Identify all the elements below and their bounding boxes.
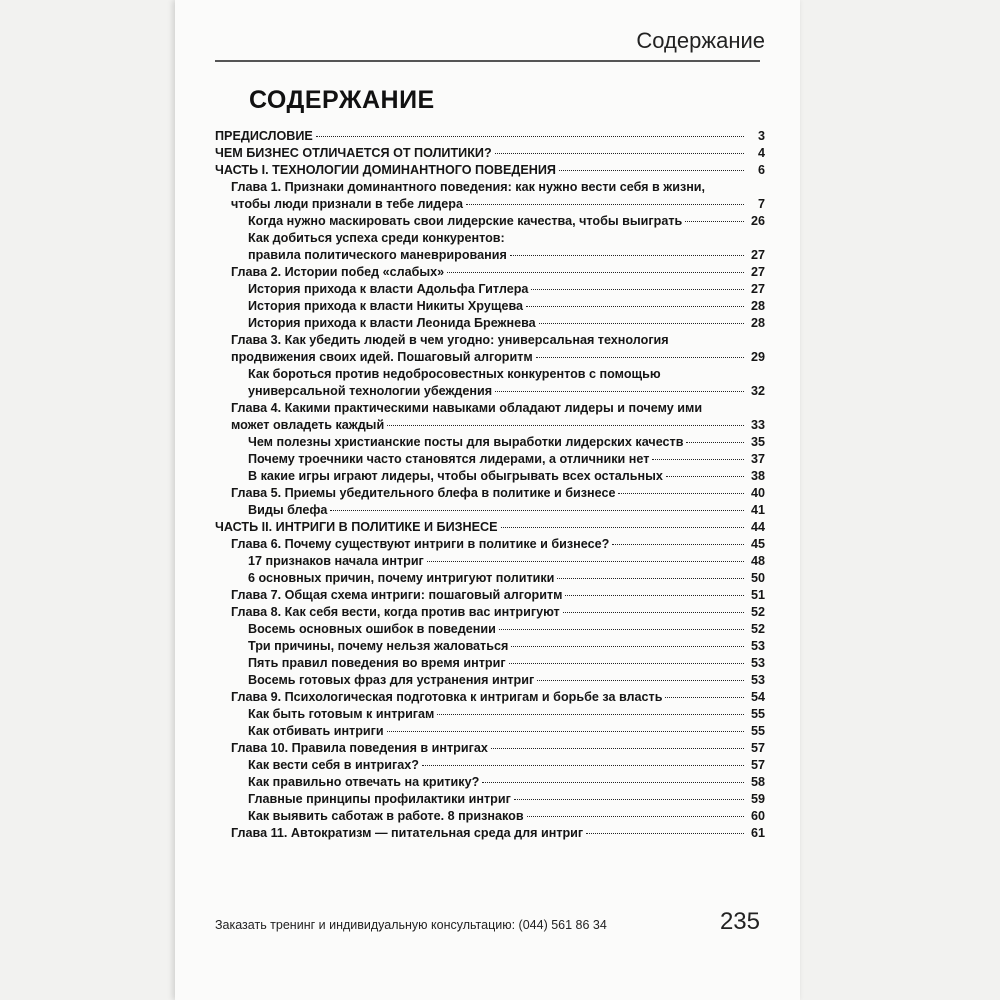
toc-entry bbox=[215, 434, 765, 451]
toc-entry bbox=[215, 825, 765, 842]
toc-entry bbox=[215, 332, 765, 366]
toc-entry-title: Глава 2. Истории побед «слабых» bbox=[231, 265, 445, 279]
toc-entry bbox=[215, 655, 765, 672]
toc-entry bbox=[215, 162, 765, 179]
toc-entry-title: может овладеть каждый bbox=[231, 418, 385, 432]
toc-entry-page: 44 bbox=[750, 520, 765, 534]
toc-title: СОДЕРЖАНИЕ bbox=[249, 86, 435, 114]
dot-leader bbox=[499, 629, 744, 630]
toc-entry bbox=[215, 400, 765, 434]
toc-entry-title: правила политического маневрирования bbox=[248, 248, 507, 262]
toc-entry-page: 55 bbox=[750, 707, 765, 721]
toc-entry bbox=[215, 621, 765, 638]
toc-entry-title: Как добиться успеха среди конкурентов: bbox=[248, 231, 505, 245]
dot-leader bbox=[422, 765, 744, 766]
toc-entry-title: Как быть готовым к интригам bbox=[248, 707, 435, 721]
toc-entry-title: Виды блефа bbox=[248, 503, 328, 517]
dot-leader bbox=[586, 833, 744, 834]
toc-entry-title: Когда нужно маскировать свои лидерские качества, чтобы выиграть bbox=[248, 214, 683, 228]
dot-leader bbox=[527, 816, 744, 817]
toc-entry-page: 61 bbox=[750, 826, 765, 840]
toc-entry-title: Как бороться против недобросовестных конкурентов с помощью bbox=[248, 367, 661, 381]
dot-leader bbox=[536, 357, 744, 358]
toc-entry bbox=[215, 723, 765, 740]
dot-leader bbox=[316, 136, 744, 137]
toc-entry bbox=[215, 553, 765, 570]
dot-leader bbox=[387, 731, 744, 732]
toc-entry bbox=[215, 281, 765, 298]
dot-leader bbox=[531, 289, 744, 290]
toc-entry-page: 58 bbox=[750, 775, 765, 789]
toc-entry-title: Три причины, почему нельзя жаловаться bbox=[248, 639, 509, 653]
dot-leader bbox=[559, 170, 744, 171]
dot-leader bbox=[612, 544, 744, 545]
toc-entry-title: Глава 10. Правила поведения в интригах bbox=[231, 741, 488, 755]
toc-entry-page: 33 bbox=[750, 418, 765, 432]
toc-entry bbox=[215, 366, 765, 400]
dot-leader bbox=[510, 255, 744, 256]
toc-entry-title: Восемь основных ошибок в поведении bbox=[248, 622, 496, 636]
dot-leader bbox=[537, 680, 744, 681]
toc-entry-title: чтобы люди признали в тебе лидера bbox=[231, 197, 463, 211]
toc-entry bbox=[215, 213, 765, 230]
dot-leader bbox=[514, 799, 744, 800]
page-number: 235 bbox=[719, 908, 760, 935]
toc-entry bbox=[215, 179, 765, 213]
dot-leader bbox=[466, 204, 744, 205]
toc-entry-page: 48 bbox=[750, 554, 765, 568]
toc-entry-page: 27 bbox=[750, 248, 765, 262]
dot-leader bbox=[666, 476, 744, 477]
toc-entry bbox=[215, 791, 765, 808]
toc-entry-page: 28 bbox=[750, 316, 765, 330]
dot-leader bbox=[686, 442, 744, 443]
toc-entry-title: Глава 4. Какими практическими навыками обладают лидеры и почему ими bbox=[231, 401, 703, 415]
toc-entry bbox=[215, 638, 765, 655]
dot-leader bbox=[652, 459, 744, 460]
toc-entry bbox=[215, 740, 765, 757]
dot-leader bbox=[491, 748, 744, 749]
toc-entry-title: История прихода к власти Адольфа Гитлера bbox=[248, 282, 529, 296]
book-page bbox=[175, 0, 800, 1000]
toc-entry-page: 26 bbox=[750, 214, 765, 228]
toc-entry-title: Главные принципы профилактики интриг bbox=[248, 792, 511, 806]
toc-entry-page: 54 bbox=[750, 690, 765, 704]
toc-entry-page: 37 bbox=[750, 452, 765, 466]
toc-entry bbox=[215, 587, 765, 604]
toc-entry-title: 6 основных причин, почему интригуют политики bbox=[248, 571, 555, 585]
toc-entry-page: 7 bbox=[757, 197, 765, 211]
toc-entry-page: 53 bbox=[750, 673, 765, 687]
toc-entry-page: 59 bbox=[750, 792, 765, 806]
header-divider bbox=[215, 60, 760, 62]
toc-entry bbox=[215, 145, 765, 162]
dot-leader bbox=[526, 306, 744, 307]
toc-entry bbox=[215, 757, 765, 774]
toc-entry-page: 45 bbox=[750, 537, 765, 551]
dot-leader bbox=[557, 578, 744, 579]
table-of-contents bbox=[215, 128, 765, 842]
toc-entry-title: продвижения своих идей. Пошаговый алгоритм bbox=[231, 350, 533, 364]
dot-leader bbox=[495, 153, 744, 154]
toc-entry-page: 52 bbox=[750, 622, 765, 636]
toc-entry-title: Как вести себя в интригах? bbox=[248, 758, 419, 772]
toc-entry-title: ЧЕМ БИЗНЕС ОТЛИЧАЕТСЯ ОТ ПОЛИТИКИ? bbox=[215, 146, 492, 160]
dot-leader bbox=[437, 714, 744, 715]
toc-entry bbox=[215, 519, 765, 536]
toc-entry-page: 27 bbox=[750, 282, 765, 296]
toc-entry-title: Глава 6. Почему существуют интриги в политике и бизнесе? bbox=[231, 537, 610, 551]
footer-contact: Заказать тренинг и индивидуальную консультацию: (044) 561 86 34 bbox=[215, 918, 607, 932]
toc-entry-page: 55 bbox=[750, 724, 765, 738]
dot-leader bbox=[330, 510, 744, 511]
toc-entry-title: Глава 5. Приемы убедительного блефа в политике и бизнесе bbox=[231, 486, 616, 500]
toc-entry-title: Как отбивать интриги bbox=[248, 724, 384, 738]
toc-entry bbox=[215, 315, 765, 332]
toc-entry bbox=[215, 536, 765, 553]
toc-entry-title: Глава 1. Признаки доминантного поведения: как нужно вести себя в жизни, bbox=[231, 180, 706, 194]
dot-leader bbox=[511, 646, 744, 647]
toc-entry-title: универсальной технологии убеждения bbox=[248, 384, 493, 398]
toc-entry bbox=[215, 672, 765, 689]
toc-entry-title: ЧАСТЬ I. ТЕХНОЛОГИИ ДОМИНАНТНОГО ПОВЕДЕНИЯ bbox=[215, 163, 556, 177]
toc-entry-title: Пять правил поведения во время интриг bbox=[248, 656, 506, 670]
toc-entry-title: ПРЕДИСЛОВИЕ bbox=[215, 129, 313, 143]
toc-entry bbox=[215, 485, 765, 502]
toc-entry-title: Глава 3. Как убедить людей в чем угодно: универсальная технология bbox=[231, 333, 669, 347]
dot-leader bbox=[618, 493, 744, 494]
toc-entry bbox=[215, 298, 765, 315]
dot-leader bbox=[427, 561, 744, 562]
toc-entry-page: 53 bbox=[750, 639, 765, 653]
toc-entry-page: 32 bbox=[750, 384, 765, 398]
toc-entry-title: История прихода к власти Леонида Брежнева bbox=[248, 316, 536, 330]
toc-entry-page: 35 bbox=[750, 435, 765, 449]
dot-leader bbox=[563, 612, 744, 613]
toc-entry-title: Глава 8. Как себя вести, когда против вас интригуют bbox=[231, 605, 560, 619]
dot-leader bbox=[565, 595, 744, 596]
dot-leader bbox=[387, 425, 744, 426]
toc-entry-title: 17 признаков начала интриг bbox=[248, 554, 424, 568]
toc-entry-title: Глава 11. Автократизм — питательная среда для интриг bbox=[231, 826, 584, 840]
toc-entry-page: 41 bbox=[750, 503, 765, 517]
toc-entry-page: 60 bbox=[750, 809, 765, 823]
toc-entry-title: Как правильно отвечать на критику? bbox=[248, 775, 480, 789]
toc-entry-page: 51 bbox=[750, 588, 765, 602]
toc-entry bbox=[215, 570, 765, 587]
dot-leader bbox=[539, 323, 744, 324]
toc-entry-title: Глава 9. Психологическая подготовка к интригам и борьбе за власть bbox=[231, 690, 663, 704]
dot-leader bbox=[501, 527, 744, 528]
toc-entry bbox=[215, 689, 765, 706]
toc-entry bbox=[215, 706, 765, 723]
toc-entry-page: 57 bbox=[750, 758, 765, 772]
toc-entry-page: 29 bbox=[750, 350, 765, 364]
toc-entry-title: Как выявить саботаж в работе. 8 признаков bbox=[248, 809, 524, 823]
toc-entry bbox=[215, 468, 765, 485]
toc-entry-page: 53 bbox=[750, 656, 765, 670]
running-header: Содержание bbox=[636, 28, 765, 53]
toc-entry-page: 50 bbox=[750, 571, 765, 585]
toc-entry bbox=[215, 502, 765, 519]
toc-entry bbox=[215, 451, 765, 468]
dot-leader bbox=[447, 272, 744, 273]
toc-entry-title: Глава 7. Общая схема интриги: пошаговый алгоритм bbox=[231, 588, 563, 602]
toc-entry-title: ЧАСТЬ II. ИНТРИГИ В ПОЛИТИКЕ И БИЗНЕСЕ bbox=[215, 520, 498, 534]
toc-entry-page: 27 bbox=[750, 265, 765, 279]
toc-entry bbox=[215, 808, 765, 825]
dot-leader bbox=[495, 391, 744, 392]
dot-leader bbox=[509, 663, 744, 664]
toc-entry-page: 38 bbox=[750, 469, 765, 483]
toc-entry-page: 3 bbox=[757, 129, 765, 143]
toc-entry-page: 57 bbox=[750, 741, 765, 755]
dot-leader bbox=[482, 782, 744, 783]
toc-entry-title: Чем полезны христианские посты для выработки лидерских качеств bbox=[248, 435, 684, 449]
toc-entry-page: 52 bbox=[750, 605, 765, 619]
toc-entry-title: История прихода к власти Никиты Хрущева bbox=[248, 299, 524, 313]
toc-entry bbox=[215, 128, 765, 145]
dot-leader bbox=[665, 697, 744, 698]
dot-leader bbox=[685, 221, 744, 222]
toc-entry-title: Почему троечники часто становятся лидерами, а отличники нет bbox=[248, 452, 650, 466]
toc-entry bbox=[215, 264, 765, 281]
toc-entry bbox=[215, 604, 765, 621]
toc-entry bbox=[215, 230, 765, 264]
toc-entry-page: 4 bbox=[757, 146, 765, 160]
toc-entry bbox=[215, 774, 765, 791]
toc-entry-title: Восемь готовых фраз для устранения интриг bbox=[248, 673, 535, 687]
toc-entry-page: 28 bbox=[750, 299, 765, 313]
toc-entry-title: В какие игры играют лидеры, чтобы обыгрывать всех остальных bbox=[248, 469, 663, 483]
toc-entry-page: 40 bbox=[750, 486, 765, 500]
toc-entry-page: 6 bbox=[757, 163, 765, 177]
